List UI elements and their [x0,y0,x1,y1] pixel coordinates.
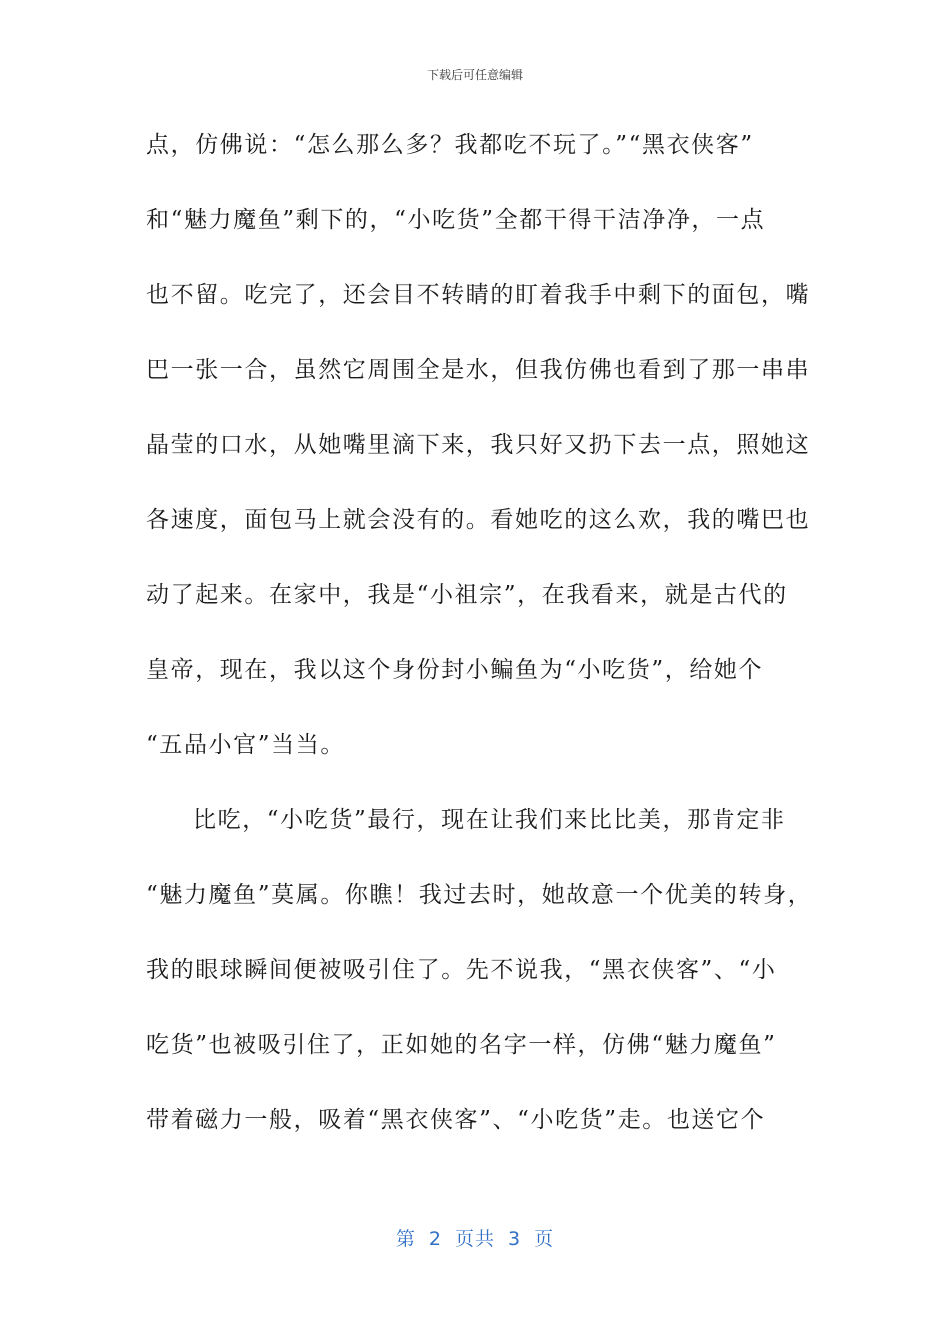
text-line: “魅力魔鱼”莫属。你瞧！我过去时，她故意一个优美的转身， [146,882,813,908]
text-line: 晶莹的口水，从她嘴里滴下来，我只好又扔下去一点，照她这 [146,432,811,458]
text-line: 点，仿佛说：“怎么那么多？我都吃不玩了。”“黑衣侠客” [146,132,754,158]
page-number-footer: 第 2 页共 3 页 [395,1228,555,1250]
text-line: 吃货”也被吸引住了，正如她的名字一样，仿佛“魅力魔鱼” [146,1032,777,1058]
text-line: 我的眼球瞬间便被吸引住了。先不说我，“黑衣侠客”、“小 [146,957,777,983]
text-line: 巴一张一合，虽然它周围全是水，但我仿佛也看到了那一串串 [146,357,811,383]
text-line: 和“魅力魔鱼”剩下的，“小吃货”全都干得干洁净净，一点 [146,207,766,233]
text-line: 皇帝，现在，我以这个身份封小鳊鱼为“小吃货”，给她个 [146,657,764,683]
text-line: 也不留。吃完了，还会目不转睛的盯着我手中剩下的面包，嘴 [146,282,811,308]
text-line: 各速度，面包马上就会没有的。看她吃的这么欢，我的嘴巴也 [146,507,811,533]
text-line: 动了起来。在家中，我是“小祖宗”，在我看来，就是古代的 [146,582,788,608]
document-body [146,118,826,1168]
text-line: “五品小官”当当。 [146,732,345,758]
page-header: 下载后可任意编辑 [426,68,523,82]
paragraph-start-line: 比吃，“小吃货”最行，现在让我们来比比美，那肯定非 [193,807,786,833]
text-line: 带着磁力一般，吸着“黑衣侠客”、“小吃货”走。也送它个 [146,1107,766,1133]
